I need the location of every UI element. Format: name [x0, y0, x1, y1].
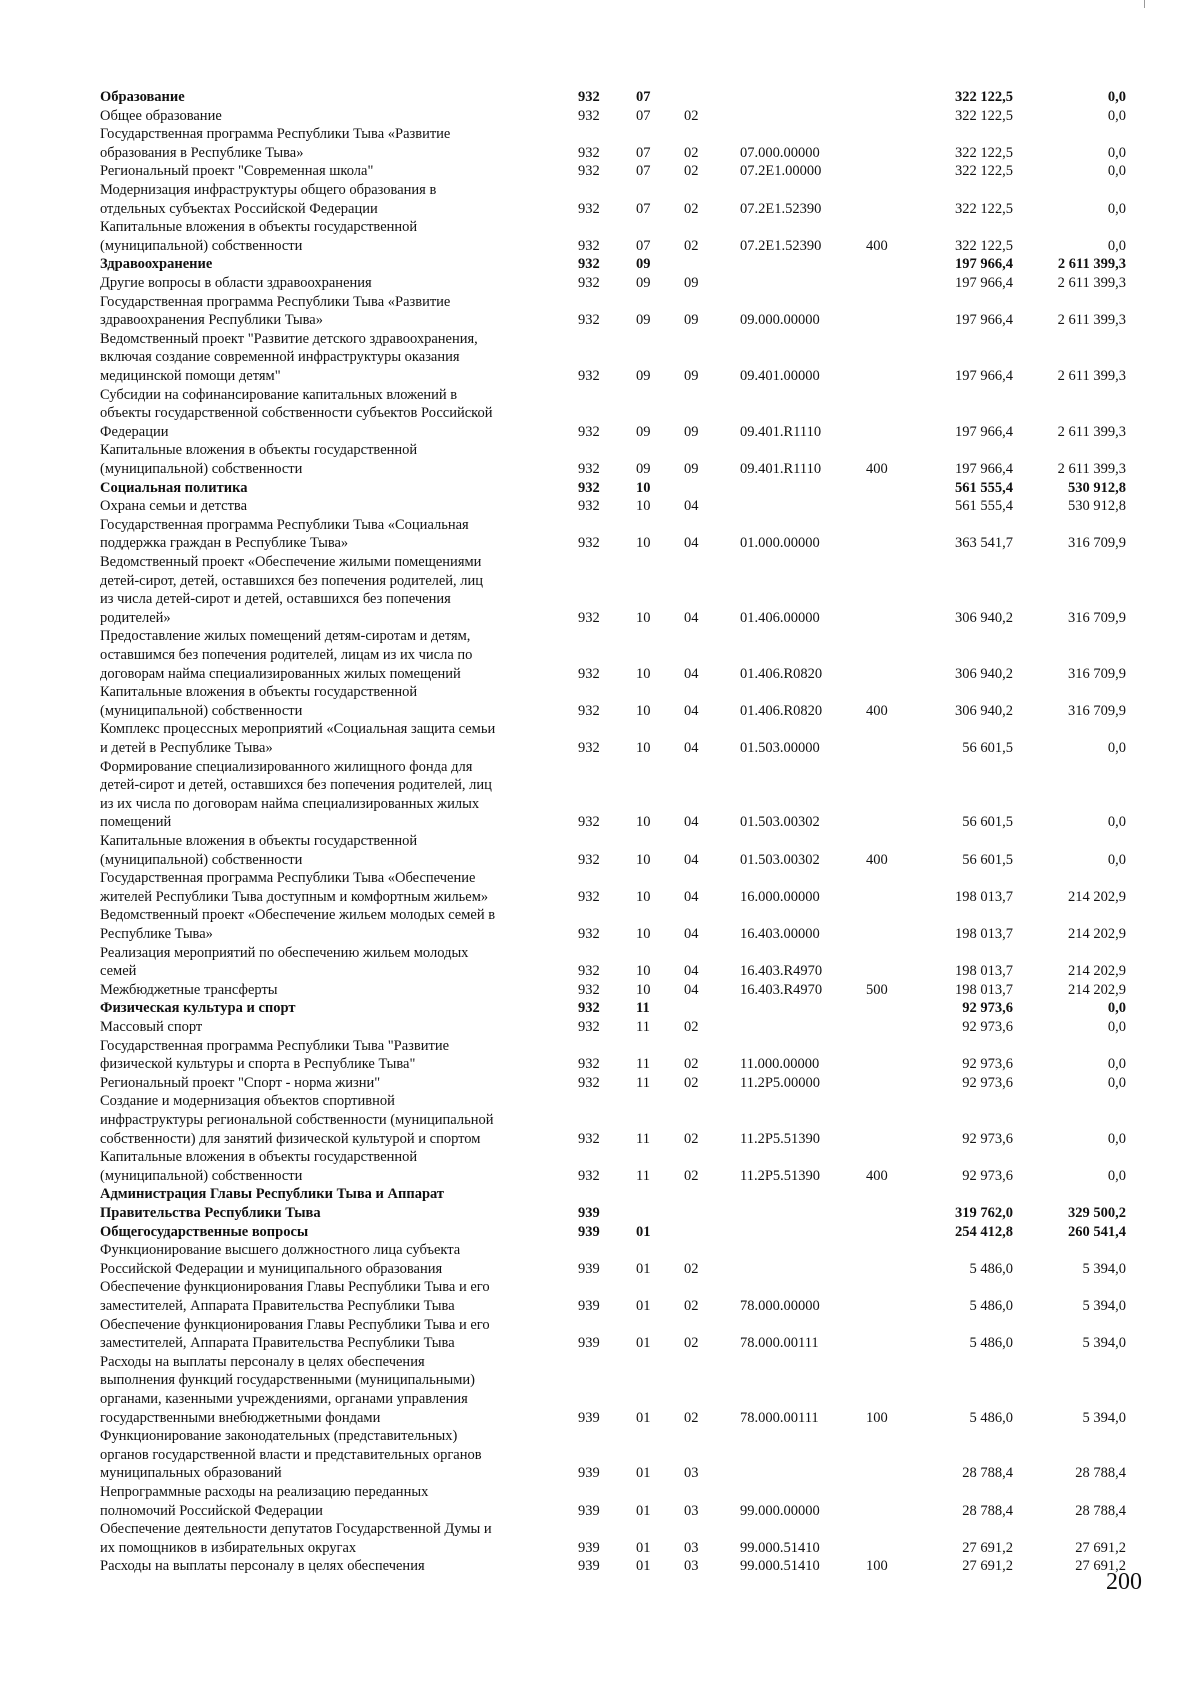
ministry-code: 932	[578, 702, 600, 719]
section-code: 07	[636, 163, 651, 180]
row-name: Капитальные вложения в объекты государственной (муниципальной) собственности	[100, 833, 418, 868]
subsection-code: 09	[684, 275, 699, 291]
row-name: Непрограммные расходы на реализацию переданных полномочий Российской Федерации	[100, 1484, 429, 1519]
amount-2026: 0,0	[1107, 200, 1126, 217]
expense-type-code: 400	[866, 237, 888, 254]
amount-2025: 28 788,4	[962, 1465, 1013, 1482]
section-code: 10	[636, 702, 651, 719]
ministry-code: 932	[578, 312, 600, 329]
target-article-code: 99.000.51410	[740, 1558, 820, 1575]
row-name: Расходы на выплаты персоналу в целях обеспечения выполнения функций государственными (муниципальными) органами, казенными учреждениями, органами управления государственными внебюджетными фондами	[100, 1353, 476, 1426]
expense-type-code: 400	[866, 702, 888, 719]
ministry-code: 932	[578, 89, 600, 105]
subsection-code: 03	[684, 1465, 699, 1482]
subsection-code: 03	[684, 1558, 699, 1575]
ministry-code: 932	[578, 1074, 600, 1091]
row-name: Обеспечение функционирования Главы Республики Тыва и его заместителей, Аппарата Правительства Республики Тыва	[100, 1316, 490, 1352]
target-article-code: 16.403.R4970	[740, 981, 823, 998]
target-article-code: 16.403.00000	[740, 926, 820, 942]
target-article-code: 78.000.00000	[740, 1298, 820, 1314]
amount-2026: 2 611 399,3	[1057, 423, 1126, 440]
row-name: Ведомственный проект "Развитие детского здравоохранения, включая создание современной инфраструктуры оказания медицинской помощи детям"	[100, 330, 478, 384]
amount-2025: 198 013,7	[955, 926, 1013, 942]
subsection-code: 09	[684, 368, 699, 384]
section-code: 11	[636, 1019, 650, 1035]
target-article-code: 11.2P5.51390	[740, 1130, 821, 1147]
amount-2026: 5 394,0	[1082, 1298, 1126, 1314]
amount-2025: 92 973,6	[962, 1056, 1013, 1073]
ministry-code: 932	[578, 479, 600, 496]
row-name: Функционирование законодательных (представительных) органов государственной власти и представительных органов муниципальных образований	[100, 1428, 482, 1482]
amount-2025: 198 013,7	[955, 981, 1013, 998]
section-code: 01	[636, 1502, 651, 1519]
row-name: Региональный проект "Современная школа"	[100, 163, 374, 180]
section-code: 10	[636, 888, 651, 905]
amount-2026: 0,0	[1107, 851, 1126, 868]
section-code: 01	[636, 1558, 651, 1575]
section-code: 11	[636, 1056, 650, 1073]
ministry-code: 932	[578, 368, 600, 384]
row-name: Региональный проект "Спорт - норма жизни"	[100, 1074, 381, 1091]
amount-2026: 0,0	[1107, 163, 1126, 180]
section-code: 01	[636, 1465, 651, 1482]
target-article-code: 16.000.00000	[740, 888, 820, 905]
amount-2025: 28 788,4	[962, 1502, 1013, 1519]
page-number: 200	[1106, 1569, 1142, 1595]
amount-2026: 0,0	[1107, 107, 1126, 124]
section-code: 07	[636, 200, 651, 217]
amount-2026: 329 500,2	[1068, 1205, 1126, 1221]
row-name: Другие вопросы в области здравоохранения	[100, 275, 372, 291]
amount-2025: 56 601,5	[962, 740, 1013, 756]
subsection-code: 02	[684, 1335, 699, 1352]
section-code: 10	[636, 609, 651, 626]
amount-2026: 28 788,4	[1075, 1502, 1126, 1519]
section-code: 01	[636, 1298, 651, 1314]
subsection-code: 02	[684, 163, 699, 180]
section-code: 11	[636, 1167, 650, 1184]
subsection-code: 09	[684, 312, 699, 329]
section-code: 10	[636, 963, 651, 980]
ministry-code: 939	[578, 1465, 600, 1482]
subsection-code: 02	[684, 1260, 699, 1277]
amount-2025: 306 940,2	[955, 702, 1013, 719]
target-article-code: 99.000.51410	[740, 1539, 820, 1556]
amount-2025: 92 973,6	[962, 1019, 1013, 1035]
row-name: Государственная программа Республики Тыва «Развитие здравоохранения Республики Тыва»	[100, 293, 451, 329]
subsection-code: 04	[684, 609, 699, 626]
section-code: 07	[636, 89, 651, 105]
ministry-code: 939	[578, 1205, 600, 1221]
amount-2025: 306 940,2	[955, 665, 1013, 682]
amount-2025: 197 966,4	[955, 312, 1013, 329]
ministry-code: 932	[578, 851, 600, 868]
ministry-code: 939	[578, 1298, 600, 1314]
subsection-code: 04	[684, 963, 699, 980]
amount-2026: 27 691,2	[1075, 1558, 1126, 1575]
ministry-code: 932	[578, 275, 600, 291]
row-name: Субсидии на софинансирование капитальных вложений в объекты государственной собственности субъектов Российской Федерации	[100, 386, 493, 440]
row-name: Межбюджетные трансферты	[100, 981, 278, 998]
subsection-code: 02	[684, 1019, 699, 1035]
amount-2025: 92 973,6	[962, 1074, 1013, 1091]
target-article-code: 11.2P5.00000	[740, 1074, 821, 1091]
section-code: 09	[636, 368, 651, 384]
target-article-code: 01.000.00000	[740, 535, 820, 552]
subsection-code: 02	[684, 1130, 699, 1147]
subsection-code: 09	[684, 423, 699, 440]
subsection-code: 04	[684, 665, 699, 682]
subsection-code: 02	[684, 1167, 699, 1184]
target-article-code: 01.406.00000	[740, 609, 820, 626]
amount-2026: 214 202,9	[1068, 926, 1126, 942]
ministry-code: 939	[578, 1260, 600, 1277]
amount-2026: 0,0	[1107, 89, 1126, 105]
ministry-code: 932	[578, 1019, 600, 1035]
row-name: Государственная программа Республики Тыва «Социальная поддержка граждан в Республике Тыва»	[100, 516, 469, 552]
ministry-code: 932	[578, 981, 600, 998]
ministry-code: 939	[578, 1558, 600, 1575]
row-name: Физическая культура и спорт	[100, 1000, 296, 1017]
amount-2025: 27 691,2	[962, 1558, 1013, 1575]
row-name: Охрана семьи и детства	[100, 498, 248, 515]
ministry-code: 932	[578, 535, 600, 552]
ministry-code: 939	[578, 1539, 600, 1556]
amount-2026: 0,0	[1107, 1167, 1126, 1184]
section-code: 09	[636, 256, 651, 273]
ministry-code: 932	[578, 498, 600, 515]
amount-2025: 322 122,5	[955, 237, 1013, 254]
row-name: Обеспечение функционирования Главы Республики Тыва и его заместителей, Аппарата Правительства Республики Тыва	[100, 1279, 490, 1314]
target-article-code: 11.000.00000	[740, 1056, 820, 1073]
row-name: Модернизация инфраструктуры общего образования в отдельных субъектах Российской Федерации	[100, 182, 437, 217]
section-code: 11	[636, 1130, 650, 1147]
amount-2025: 322 122,5	[955, 107, 1013, 124]
amount-2025: 5 486,0	[969, 1409, 1013, 1426]
subsection-code: 04	[684, 888, 699, 905]
amount-2026: 2 611 399,3	[1057, 461, 1126, 477]
amount-2026: 260 541,4	[1068, 1223, 1126, 1240]
target-article-code: 09.401.R1110	[740, 461, 822, 477]
row-name: Комплекс процессных мероприятий «Социальная защита семьи и детей в Республике Тыва»	[100, 721, 496, 756]
amount-2025: 197 966,4	[955, 461, 1013, 477]
amount-2026: 5 394,0	[1082, 1335, 1126, 1352]
expense-type-code: 100	[866, 1558, 888, 1575]
section-code: 11	[636, 1074, 650, 1091]
amount-2025: 5 486,0	[969, 1335, 1013, 1352]
target-article-code: 11.2P5.51390	[740, 1167, 821, 1184]
amount-2025: 92 973,6	[962, 1000, 1013, 1017]
target-article-code: 09.000.00000	[740, 312, 820, 329]
subsection-code: 03	[684, 1539, 699, 1556]
ministry-code: 932	[578, 926, 600, 942]
subsection-code: 04	[684, 498, 699, 515]
section-code: 07	[636, 107, 651, 124]
amount-2025: 322 122,5	[955, 144, 1013, 161]
amount-2025: 322 122,5	[955, 89, 1013, 105]
section-code: 01	[636, 1260, 651, 1277]
amount-2026: 0,0	[1107, 1000, 1126, 1017]
amount-2025: 27 691,2	[962, 1539, 1013, 1556]
expense-type-code: 500	[866, 981, 888, 998]
ministry-code: 939	[578, 1223, 600, 1240]
section-code: 01	[636, 1539, 651, 1556]
subsection-code: 02	[684, 1056, 699, 1073]
section-code: 01	[636, 1335, 651, 1352]
row-name: Предоставление жилых помещений детям-сиротам и детям, оставшимся без попечения родителей, лицам из их числа по договорам найма специализированных жилых помещений	[100, 628, 473, 682]
ministry-code: 932	[578, 1130, 600, 1147]
section-code: 10	[636, 535, 651, 552]
amount-2025: 254 412,8	[955, 1223, 1013, 1240]
section-code: 10	[636, 851, 651, 868]
amount-2026: 316 709,9	[1068, 609, 1126, 626]
amount-2025: 197 966,4	[955, 423, 1013, 440]
amount-2026: 0,0	[1107, 237, 1126, 254]
row-name: Капитальные вложения в объекты государственной (муниципальной) собственности	[100, 684, 418, 719]
subsection-code: 09	[684, 461, 699, 477]
row-name: Массовый спорт	[100, 1019, 203, 1035]
section-code: 09	[636, 423, 651, 440]
expense-type-code: 100	[866, 1409, 888, 1426]
subsection-code: 04	[684, 702, 699, 719]
amount-2025: 198 013,7	[955, 888, 1013, 905]
ministry-code: 932	[578, 609, 600, 626]
expense-type-code: 400	[866, 851, 888, 868]
section-code: 01	[636, 1409, 651, 1426]
target-article-code: 09.401.R1110	[740, 423, 822, 440]
row-name: Создание и модернизация объектов спортивной инфраструктуры региональной собственности (муниципальной собственности) для занятий физической культурой и спортом	[100, 1093, 494, 1147]
target-article-code: 99.000.00000	[740, 1502, 820, 1519]
amount-2026: 214 202,9	[1068, 963, 1126, 980]
target-article-code: 07.2E1.00000	[740, 163, 822, 180]
amount-2025: 197 966,4	[955, 275, 1013, 291]
section-code: 10	[636, 981, 651, 998]
amount-2025: 363 541,7	[955, 535, 1013, 552]
row-name: Обеспечение деятельности депутатов Государственной Думы и их помощников в избирательных округах	[100, 1521, 492, 1556]
ministry-code: 932	[578, 107, 600, 124]
section-code: 09	[636, 461, 651, 477]
amount-2026: 28 788,4	[1075, 1465, 1126, 1482]
section-code: 10	[636, 479, 651, 496]
amount-2026: 0,0	[1107, 1130, 1126, 1147]
amount-2025: 56 601,5	[962, 851, 1013, 868]
ministry-code: 932	[578, 740, 600, 756]
subsection-code: 02	[684, 237, 699, 254]
row-name: Государственная программа Республики Тыва «Развитие образования в Республике Тыва»	[100, 126, 451, 161]
ministry-code: 932	[578, 1000, 600, 1017]
row-name: Формирование специализированного жилищного фонда для детей-сирот и детей, оставшихся без попечения родителей, лиц из их числа по договорам найма специализированных жилых помещений	[100, 758, 492, 831]
amount-2026: 316 709,9	[1068, 665, 1126, 682]
section-code: 10	[636, 740, 651, 756]
scan-mark	[1144, 0, 1145, 8]
row-name: Капитальные вложения в объекты государственной (муниципальной) собственности	[100, 442, 418, 477]
amount-2026: 0,0	[1107, 814, 1126, 831]
amount-2026: 316 709,9	[1068, 702, 1126, 719]
subsection-code: 04	[684, 814, 699, 831]
target-article-code: 78.000.00111	[740, 1335, 819, 1352]
section-code: 10	[636, 665, 651, 682]
target-article-code: 78.000.00111	[740, 1409, 819, 1426]
amount-2025: 92 973,6	[962, 1130, 1013, 1147]
target-article-code: 01.406.R0820	[740, 702, 823, 719]
amount-2026: 0,0	[1107, 740, 1126, 756]
ministry-code: 939	[578, 1502, 600, 1519]
ministry-code: 932	[578, 461, 600, 477]
subsection-code: 04	[684, 851, 699, 868]
amount-2025: 5 486,0	[969, 1298, 1013, 1314]
amount-2025: 92 973,6	[962, 1167, 1013, 1184]
row-name: Администрация Главы Республики Тыва и Аппарат Правительства Республики Тыва	[100, 1186, 445, 1221]
ministry-code: 932	[578, 1056, 600, 1073]
subsection-code: 02	[684, 1409, 699, 1426]
amount-2026: 0,0	[1107, 1056, 1126, 1073]
amount-2025: 5 486,0	[969, 1260, 1013, 1277]
subsection-code: 04	[684, 740, 699, 756]
subsection-code: 02	[684, 1074, 699, 1091]
subsection-code: 02	[684, 107, 699, 124]
expense-type-code: 400	[866, 461, 888, 477]
amount-2026: 316 709,9	[1068, 535, 1126, 552]
amount-2026: 0,0	[1107, 1019, 1126, 1035]
section-code: 07	[636, 237, 651, 254]
amount-2025: 322 122,5	[955, 200, 1013, 217]
target-article-code: 01.406.R0820	[740, 665, 823, 682]
target-article-code: 01.503.00302	[740, 814, 820, 831]
target-article-code: 09.401.00000	[740, 368, 820, 384]
amount-2026: 0,0	[1107, 1074, 1126, 1091]
target-article-code: 07.000.00000	[740, 144, 820, 161]
section-code: 09	[636, 275, 651, 291]
amount-2026: 5 394,0	[1082, 1260, 1126, 1277]
amount-2026: 2 611 399,3	[1057, 275, 1126, 291]
amount-2026: 5 394,0	[1082, 1409, 1126, 1426]
amount-2025: 198 013,7	[955, 963, 1013, 980]
target-article-code: 07.2E1.52390	[740, 237, 822, 254]
amount-2025: 561 555,4	[955, 498, 1013, 515]
amount-2025: 561 555,4	[955, 479, 1013, 496]
amount-2025: 197 966,4	[955, 368, 1013, 384]
ministry-code: 932	[578, 237, 600, 254]
subsection-code: 02	[684, 1298, 699, 1314]
amount-2026: 27 691,2	[1075, 1539, 1126, 1556]
subsection-code: 04	[684, 926, 699, 942]
section-code: 11	[636, 1000, 650, 1017]
expense-type-code: 400	[866, 1167, 888, 1184]
amount-2026: 0,0	[1107, 144, 1126, 161]
ministry-code: 932	[578, 1167, 600, 1184]
row-name: Капитальные вложения в объекты государственной (муниципальной) собственности	[100, 219, 418, 254]
row-name: Общее образование	[100, 107, 222, 124]
ministry-code: 932	[578, 888, 600, 905]
row-name: Ведомственный проект «Обеспечение жилыми помещениями детей-сирот, детей, оставшихся без попечения родителей, лиц из числа детей-сирот и детей, оставшихся без попечения родителей»	[100, 554, 484, 626]
row-name: Государственная программа Республики Тыва "Развитие физической культуры и спорта в Республике Тыва"	[100, 1037, 450, 1073]
ministry-code: 932	[578, 665, 600, 682]
amount-2026: 530 912,8	[1068, 498, 1126, 515]
subsection-code: 02	[684, 144, 699, 161]
amount-2025: 306 940,2	[955, 609, 1013, 626]
ministry-code: 932	[578, 144, 600, 161]
amount-2025: 197 966,4	[955, 256, 1013, 273]
row-name: Здравоохранение	[100, 256, 213, 273]
subsection-code: 04	[684, 981, 699, 998]
row-name: Расходы на выплаты персоналу в целях обеспечения	[100, 1558, 425, 1575]
amount-2026: 214 202,9	[1068, 981, 1126, 998]
section-code: 10	[636, 498, 651, 515]
ministry-code: 932	[578, 200, 600, 217]
amount-2025: 56 601,5	[962, 814, 1013, 831]
amount-2026: 2 611 399,3	[1057, 256, 1126, 273]
target-article-code: 01.503.00000	[740, 740, 820, 756]
section-code: 07	[636, 144, 651, 161]
amount-2026: 530 912,8	[1068, 479, 1126, 496]
ministry-code: 932	[578, 256, 600, 273]
amount-2026: 214 202,9	[1068, 888, 1126, 905]
row-name: Общегосударственные вопросы	[100, 1223, 309, 1240]
section-code: 10	[636, 926, 651, 942]
ministry-code: 932	[578, 423, 600, 440]
subsection-code: 03	[684, 1502, 699, 1519]
row-name: Ведомственный проект «Обеспечение жильем молодых семей в Республике Тыва»	[100, 907, 496, 942]
ministry-code: 932	[578, 163, 600, 180]
target-article-code: 01.503.00302	[740, 851, 820, 868]
target-article-code: 07.2E1.52390	[740, 200, 822, 217]
amount-2025: 319 762,0	[955, 1205, 1013, 1221]
subsection-code: 04	[684, 535, 699, 552]
row-name: Образование	[100, 89, 185, 105]
row-name: Капитальные вложения в объекты государственной (муниципальной) собственности	[100, 1149, 418, 1184]
ministry-code: 932	[578, 963, 600, 980]
ministry-code: 939	[578, 1335, 600, 1352]
section-code: 10	[636, 814, 651, 831]
amount-2026: 2 611 399,3	[1057, 368, 1126, 384]
row-name: Социальная политика	[100, 479, 248, 496]
ministry-code: 939	[578, 1409, 600, 1426]
row-name: Функционирование высшего должностного лица субъекта Российской Федерации и муниципального образования	[100, 1242, 461, 1277]
target-article-code: 16.403.R4970	[740, 963, 823, 980]
subsection-code: 02	[684, 200, 699, 217]
section-code: 01	[636, 1223, 651, 1240]
row-name: Государственная программа Республики Тыва «Обеспечение жителей Республики Тыва доступным и комфортным жильем»	[100, 870, 489, 905]
ministry-code: 932	[578, 814, 600, 831]
row-name: Реализация мероприятий по обеспечению жильем молодых семей	[100, 944, 469, 980]
amount-2026: 2 611 399,3	[1057, 312, 1126, 329]
amount-2025: 322 122,5	[955, 163, 1013, 180]
section-code: 09	[636, 312, 651, 329]
